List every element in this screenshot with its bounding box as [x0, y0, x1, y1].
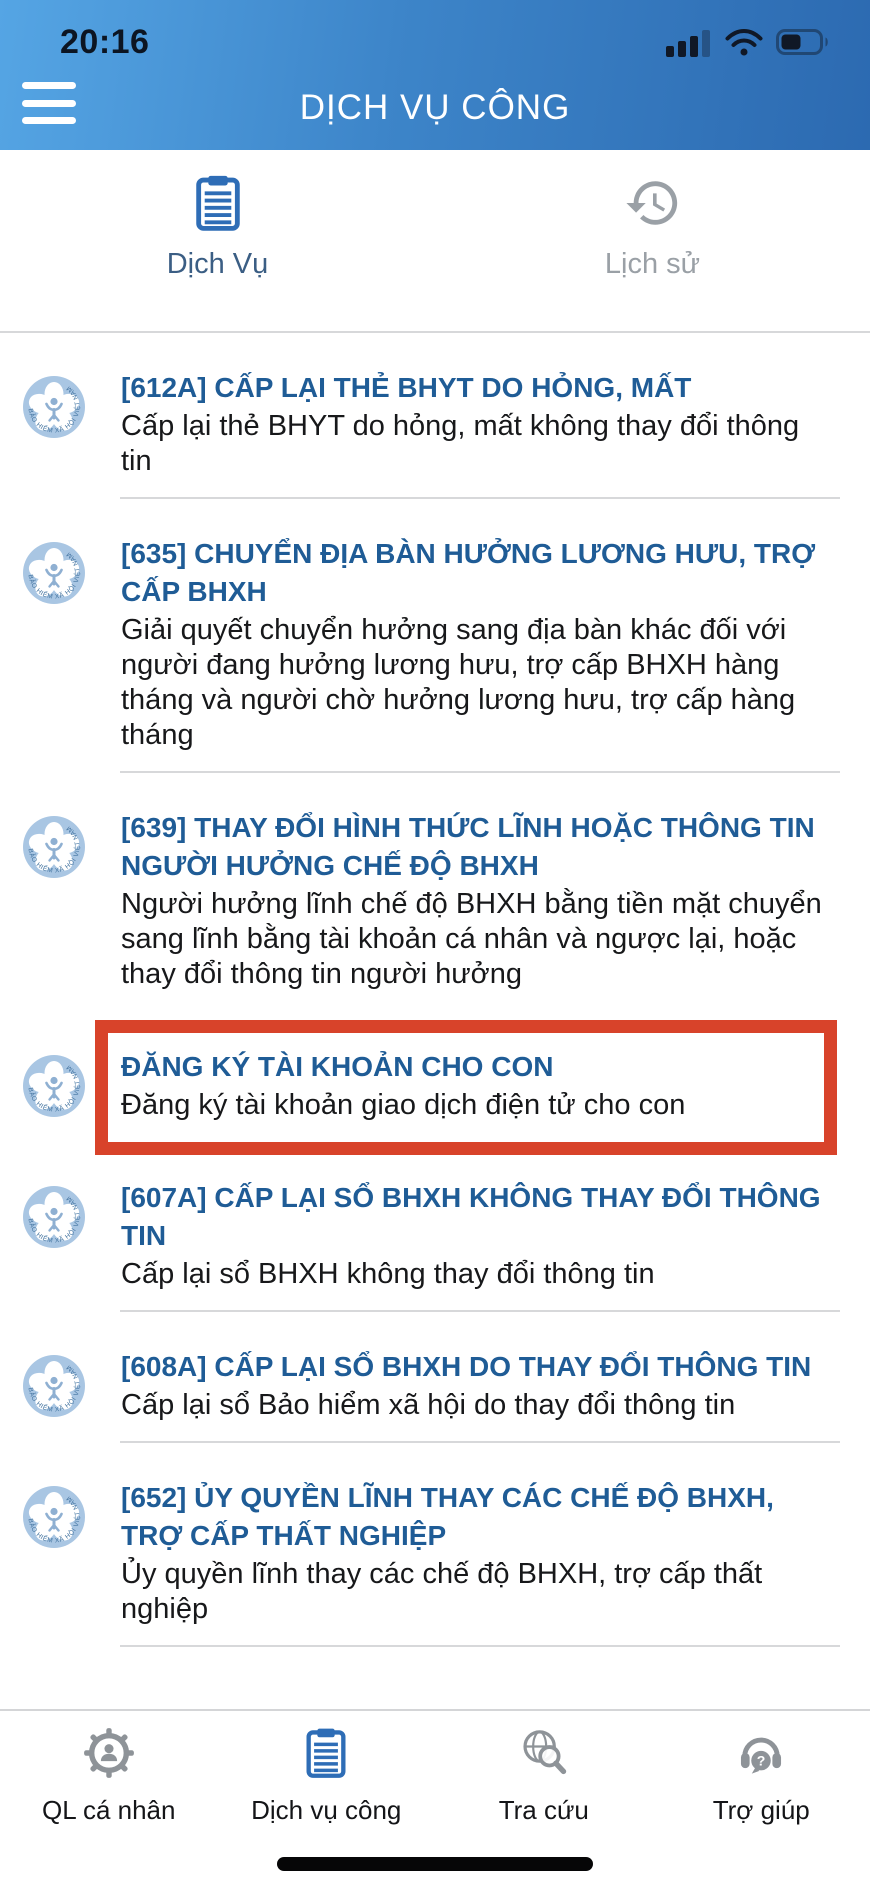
service-item[interactable] — [0, 1443, 870, 1647]
tab-services[interactable] — [0, 150, 435, 331]
status-bar — [0, 0, 870, 68]
segment-tabs — [0, 150, 870, 333]
service-text — [121, 369, 830, 479]
cellular-signal-icon — [666, 27, 712, 57]
status-time: 20:16 — [60, 22, 150, 61]
service-text — [121, 1179, 830, 1292]
clipboard-icon — [300, 1727, 352, 1779]
nav-item-help[interactable] — [653, 1725, 870, 1884]
headset-icon — [735, 1727, 787, 1779]
service-title: [607A] CẤP LẠI SỔ BHXH KHÔNG THAY ĐỔI THÔNG TIN — [121, 1182, 821, 1251]
service-description: Đăng ký tài khoản giao dịch điện tử cho con — [121, 1089, 686, 1121]
nav-label: QL cá nhân — [42, 1795, 176, 1825]
tab-label: Dịch Vụ — [166, 248, 269, 280]
service-text — [121, 1348, 830, 1423]
service-description: Cấp lại sổ BHXH không thay đổi thông tin — [121, 1258, 655, 1290]
nav-label: Tra cứu — [498, 1795, 589, 1825]
home-indicator[interactable] — [277, 1857, 593, 1871]
service-title: [635] CHUYỂN ĐỊA BÀN HƯỞNG LƯƠNG HƯU, TRỢ CẤP BHXH — [121, 538, 816, 607]
service-title: [639] THAY ĐỔI HÌNH THỨC LĨNH HOẶC THÔNG TIN NGƯỜI HƯỞNG CHẾ ĐỘ BHXH — [121, 812, 815, 881]
bhxh-logo-icon — [22, 1054, 86, 1118]
bhxh-logo-icon — [22, 1354, 86, 1418]
service-item[interactable] — [0, 499, 870, 773]
service-item[interactable] — [0, 1143, 870, 1312]
service-item[interactable] — [0, 333, 870, 499]
service-list — [0, 333, 870, 1647]
wifi-icon — [724, 28, 764, 56]
service-title: [652] ỦY QUYỀN LĨNH THAY CÁC CHẾ ĐỘ BHXH, TRỢ CẤP THẤT NGHIỆP — [121, 1482, 774, 1551]
header-nav-row — [0, 68, 870, 148]
bhxh-logo-icon — [22, 375, 86, 439]
status-icons — [666, 27, 832, 57]
service-description: Người hưởng lĩnh chế độ BHXH bằng tiền mặt chuyển sang lĩnh bằng tài khoản cá nhân và ngược lại, hoặc thay đổi thông tin người hưởng — [121, 888, 822, 990]
service-title: ĐĂNG KÝ TÀI KHOẢN CHO CON — [121, 1051, 554, 1082]
globe-search-icon — [518, 1727, 570, 1779]
service-title: [608A] CẤP LẠI SỔ BHXH DO THAY ĐỔI THÔNG TIN — [121, 1351, 812, 1382]
nav-item-personal-management[interactable] — [0, 1725, 218, 1884]
battery-icon — [776, 28, 832, 56]
service-item[interactable] — [0, 1312, 870, 1443]
service-item[interactable] — [0, 1012, 870, 1143]
bhxh-logo-icon — [22, 1185, 86, 1249]
nav-label: Dịch vụ công — [251, 1795, 402, 1825]
service-description: Ủy quyền lĩnh thay các chế độ BHXH, trợ cấp thất nghiệp — [121, 1558, 763, 1625]
gear-person-icon — [83, 1727, 135, 1779]
tab-history[interactable] — [435, 150, 870, 331]
hamburger-menu-icon[interactable] — [22, 76, 78, 130]
service-description: Cấp lại thẻ BHYT do hỏng, mất không thay đổi thông tin — [121, 410, 800, 477]
service-title: [612A] CẤP LẠI THẺ BHYT DO HỎNG, MẤT — [121, 372, 692, 403]
service-description: Giải quyết chuyển hưởng sang địa bàn khác đối với người đang hưởng lương hưu, trợ cấp BHXH hàng tháng và người chờ hưởng lương hưu, trợ cấp hàng tháng — [121, 614, 796, 751]
bhxh-logo-icon — [22, 541, 86, 605]
page-title: DỊCH VỤ CÔNG — [299, 88, 571, 127]
clipboard-icon — [189, 174, 247, 232]
nav-label: Trợ giúp — [712, 1795, 810, 1825]
header — [0, 0, 870, 150]
service-text — [121, 535, 830, 753]
tab-label: Lịch sử — [604, 248, 701, 280]
bhxh-logo-icon — [22, 815, 86, 879]
service-description: Cấp lại sổ Bảo hiểm xã hội do thay đổi thông tin — [121, 1389, 736, 1421]
service-text — [121, 1048, 830, 1123]
bhxh-logo-icon — [22, 1485, 86, 1549]
service-text — [121, 1479, 830, 1627]
service-item[interactable] — [0, 773, 870, 1012]
history-icon — [624, 174, 682, 232]
service-text — [121, 809, 830, 992]
